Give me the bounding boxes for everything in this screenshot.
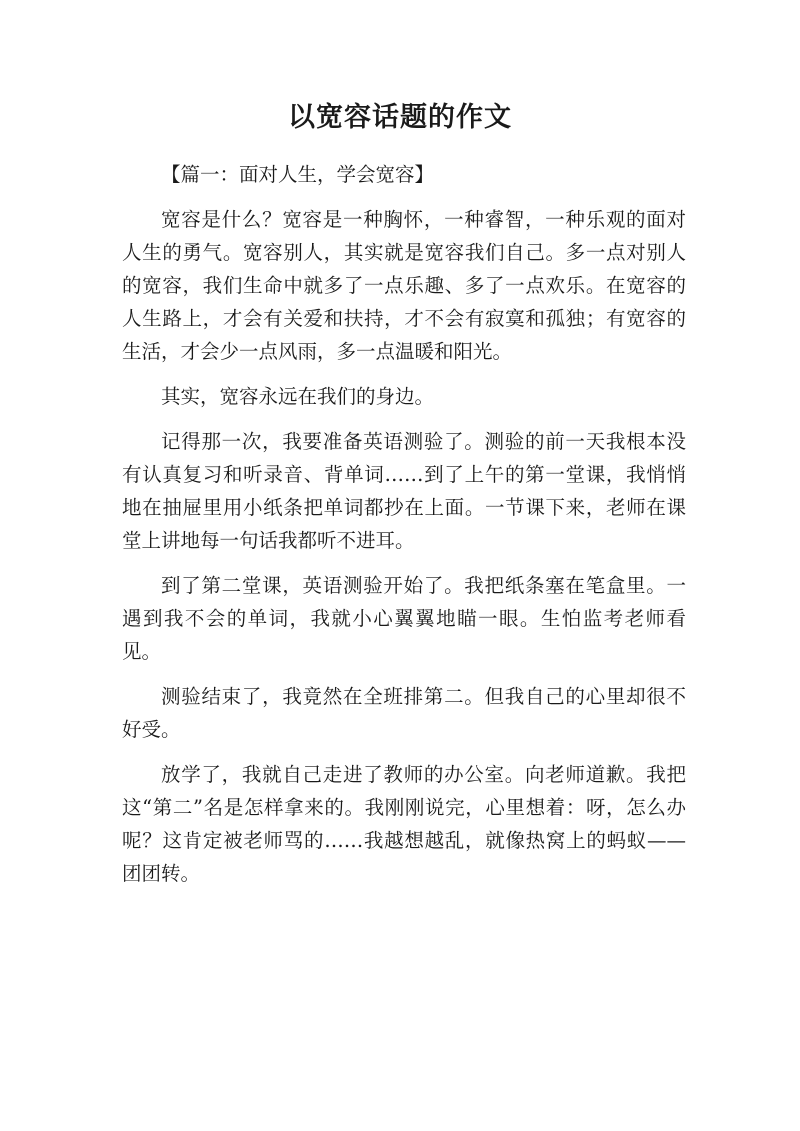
paragraph: 到了第二堂课，英语测验开始了。我把纸条塞在笔盒里。一遇到我不会的单词，我就小心翼翼地瞄一眼。生怕监考老师看见。 bbox=[122, 574, 686, 663]
section-heading: 【篇一：面对人生，学会宽容】 bbox=[161, 163, 435, 186]
document-title: 以宽容话题的作文 bbox=[288, 102, 512, 133]
paragraph: 宽容是什么？宽容是一种胸怀，一种睿智，一种乐观的面对人生的勇气。宽容别人，其实就是宽容我们自己。多一点对别人的宽容，我们生命中就多了一点乐趣、多了一点欢乐。在宽容的人生路上，才会有关爱和扶持，才不会有寂寞和孤独；有宽容的生活，才会少一点风雨，多一点温暖和阳光。 bbox=[122, 208, 686, 363]
paragraph: 其实，宽容永远在我们的身边。 bbox=[161, 385, 435, 408]
paragraph: 记得那一次，我要准备英语测验了。测验的前一天我根本没有认真复习和听录音、背单词……到了上午的第一堂课，我悄悄地在抽屉里用小纸条把单词都抄在上面。一节课下来，老师在课堂上讲地每一句话我都听不进耳。 bbox=[122, 430, 686, 552]
paragraph: 放学了，我就自己走进了教师的办公室。向老师道歉。我把这“第二”名是怎样拿来的。我刚刚说完，心里想着：呀，怎么办呢？这肯定被老师骂的……我越想越乱，就像热窝上的蚂蚁——团团转。 bbox=[122, 763, 686, 885]
paragraph: 测验结束了，我竟然在全班排第二。但我自己的心里却很不好受。 bbox=[122, 685, 686, 741]
document-body bbox=[122, 158, 686, 902]
